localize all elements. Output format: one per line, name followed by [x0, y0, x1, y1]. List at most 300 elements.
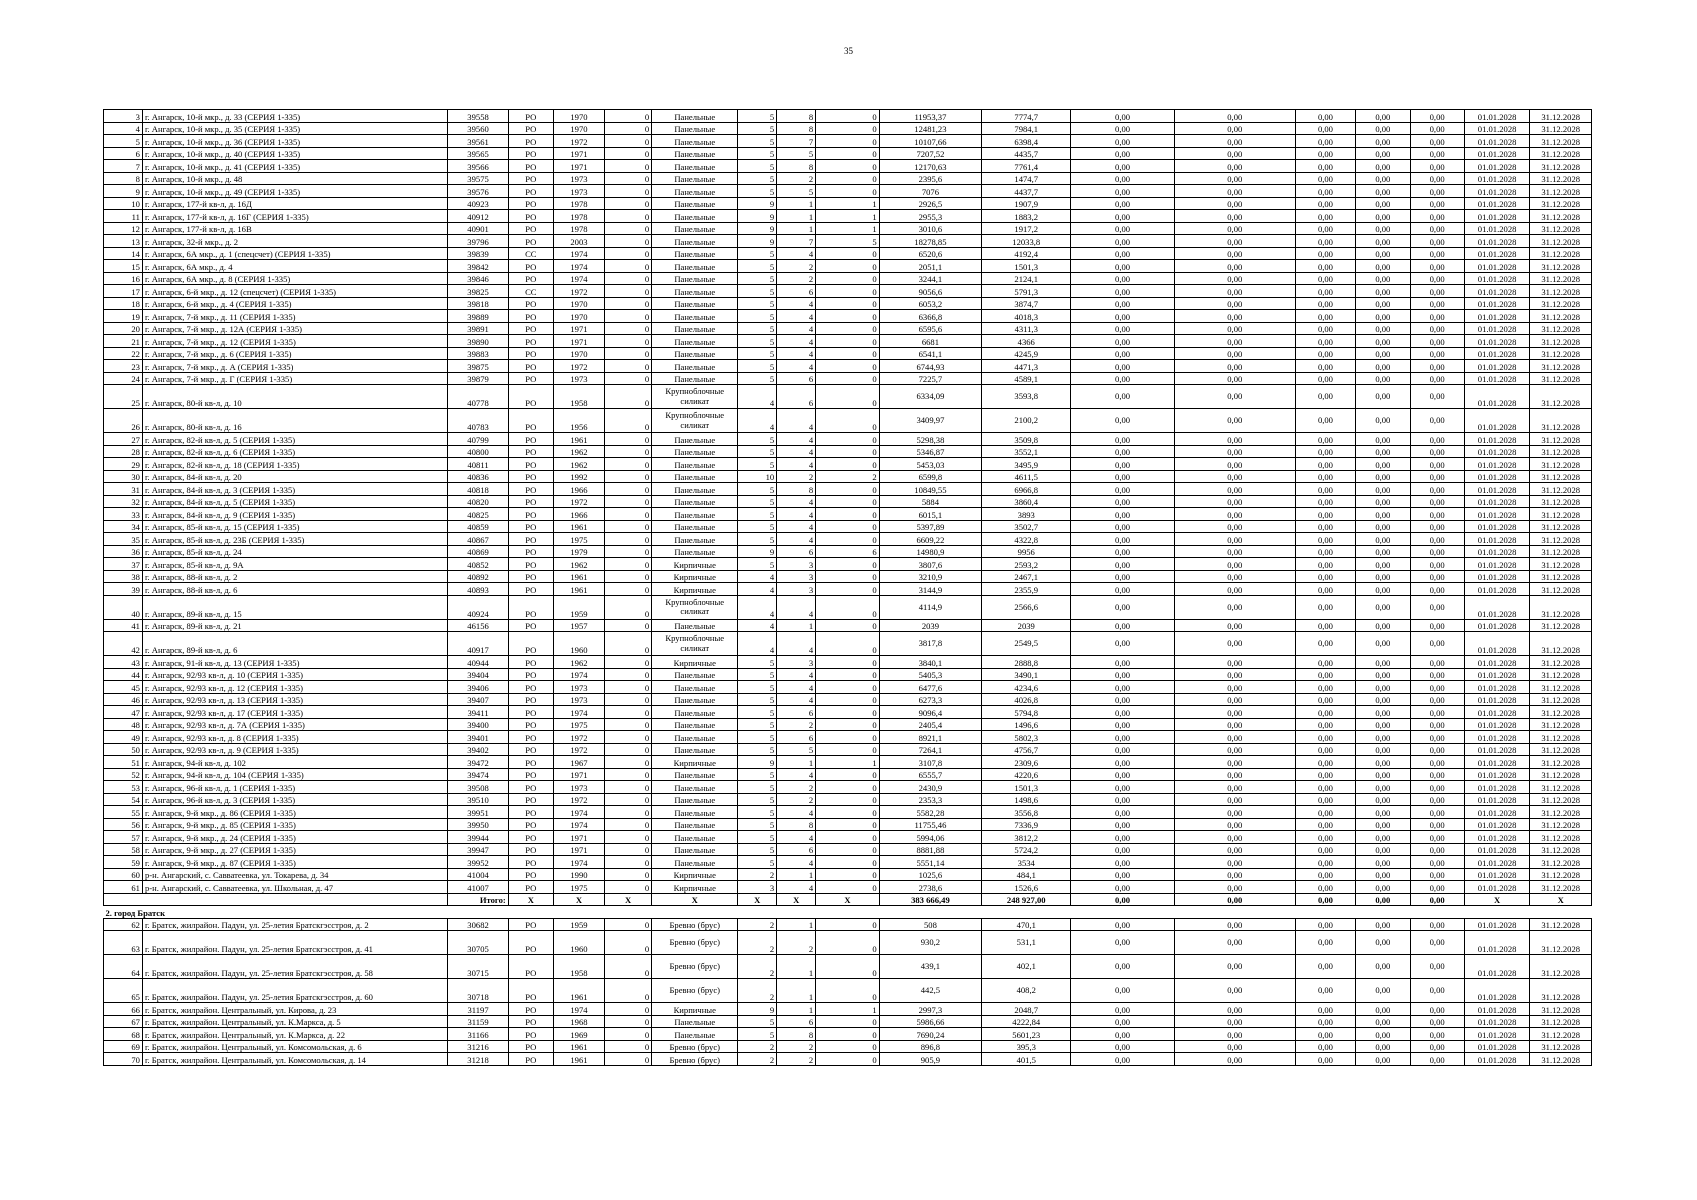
end-date: 31.12.2028	[1530, 693, 1592, 706]
start-date: 01.01.2028	[1464, 856, 1530, 869]
total-area: 7264,1	[879, 743, 981, 756]
start-date: 01.01.2028	[1464, 445, 1530, 458]
table-row	[104, 706, 1592, 719]
cost-5: 0,00	[1410, 310, 1464, 323]
floors: 5	[738, 768, 777, 781]
year-built: 1974	[553, 272, 604, 285]
floors: 5	[738, 122, 777, 135]
cost-2: 0,00	[1174, 545, 1295, 558]
total-area: 11953,37	[879, 110, 981, 123]
end-date: 31.12.2028	[1530, 122, 1592, 135]
cost-4: 0,00	[1356, 135, 1410, 148]
cost-2: 0,00	[1174, 1040, 1295, 1053]
elevators: 0	[816, 806, 880, 819]
floors: 5	[738, 806, 777, 819]
address: г. Ангарск, 9-й мкр., д. 24 (СЕРИЯ 1-335)	[142, 831, 447, 844]
wall-material: Кирпичные	[652, 1003, 738, 1016]
table-row	[104, 545, 1592, 558]
cost-1: 0,00	[1071, 768, 1175, 781]
table-row	[104, 731, 1592, 744]
cost-5: 0,00	[1410, 955, 1464, 979]
cost-4: 0,00	[1356, 272, 1410, 285]
year-built: 1969	[553, 1028, 604, 1041]
fund-type: РО	[508, 570, 553, 583]
start-date: 01.01.2028	[1464, 458, 1530, 471]
house-id: 40852	[448, 558, 508, 571]
table-row	[104, 260, 1592, 273]
year-built: 1971	[553, 160, 604, 173]
year-built: 1992	[553, 470, 604, 483]
row-number: 16	[104, 272, 143, 285]
total-area: 11755,46	[879, 818, 981, 831]
floors: 5	[738, 360, 777, 373]
year-overhaul: 0	[605, 1003, 652, 1016]
wall-material: Панельные	[652, 508, 738, 521]
address: г. Ангарск, 7-й мкр., д. А (СЕРИЯ 1-335)	[142, 360, 447, 373]
entrances: 4	[777, 360, 816, 373]
total-area: 7690,24	[879, 1028, 981, 1041]
start-date: 01.01.2028	[1464, 756, 1530, 769]
end-date: 31.12.2028	[1530, 595, 1592, 619]
house-id: 40944	[448, 656, 508, 669]
address: г. Братск, жилрайон. Центральный, ул. Комсомольская, д. 6	[142, 1040, 447, 1053]
row-number: 35	[104, 533, 143, 546]
cost-2: 0,00	[1174, 856, 1295, 869]
address: г. Ангарск, 82-й кв-л, д. 5 (СЕРИЯ 1-335)	[142, 433, 447, 446]
wall-material: Кирпичные	[652, 558, 738, 571]
table-row	[104, 297, 1592, 310]
address: г. Ангарск, 85-й кв-л, д. 15 (СЕРИЯ 1-335)	[142, 520, 447, 533]
table-row	[104, 533, 1592, 546]
elevators: 0	[816, 1015, 880, 1028]
living-area: 2048,7	[982, 1003, 1071, 1016]
year-built: 1962	[553, 656, 604, 669]
address: г. Ангарск, 7-й мкр., д. 11 (СЕРИЯ 1-335)	[142, 310, 447, 323]
row-number: 5	[104, 135, 143, 148]
floors: 5	[738, 693, 777, 706]
house-id: 40867	[448, 533, 508, 546]
year-overhaul: 0	[605, 931, 652, 955]
living-area: 5791,3	[982, 285, 1071, 298]
floors: 5	[738, 856, 777, 869]
cost-4: 0,00	[1356, 495, 1410, 508]
fund-type: РО	[508, 781, 553, 794]
end-date: 31.12.2028	[1530, 210, 1592, 223]
cost-2: 0,00	[1174, 619, 1295, 632]
cost-5: 0,00	[1410, 285, 1464, 298]
end-date: 31.12.2028	[1530, 681, 1592, 694]
wall-material: Панельные	[652, 372, 738, 385]
total-area: 6681	[879, 335, 981, 348]
cost-5: 0,00	[1410, 508, 1464, 521]
row-number: 47	[104, 706, 143, 719]
elevators: 0	[816, 793, 880, 806]
house-id: 31197	[448, 1003, 508, 1016]
cost-2: 0,00	[1174, 458, 1295, 471]
cost-1: 0,00	[1071, 347, 1175, 360]
address: г. Ангарск, 82-й кв-л, д. 18 (СЕРИЯ 1-335)	[142, 458, 447, 471]
fund-type: РО	[508, 718, 553, 731]
cost-4: 0,00	[1356, 881, 1410, 894]
address: г. Братск, жилрайон. Падун, ул. 25-летия Братскгэсстроя, д. 41	[142, 931, 447, 955]
entrances: 3	[777, 583, 816, 596]
address: г. Ангарск, 7-й мкр., д. 6 (СЕРИЯ 1-335)	[142, 347, 447, 360]
fund-type: РО	[508, 110, 553, 123]
table-row	[104, 458, 1592, 471]
start-date: 01.01.2028	[1464, 693, 1530, 706]
cost-3: 0,00	[1295, 706, 1355, 719]
entrances: 4	[777, 768, 816, 781]
cost-3: 0,00	[1295, 881, 1355, 894]
row-number: 60	[104, 868, 143, 881]
house-id: 39890	[448, 335, 508, 348]
year-overhaul: 0	[605, 1053, 652, 1066]
cost-5: 0,00	[1410, 360, 1464, 373]
cost-2: 0,00	[1174, 235, 1295, 248]
cost-4: 0,00	[1356, 955, 1410, 979]
cost-2: 0,00	[1174, 285, 1295, 298]
address: г. Братск, жилрайон. Падун, ул. 25-летия Братскгэсстроя, д. 60	[142, 979, 447, 1003]
cost-4: 0,00	[1356, 110, 1410, 123]
start-date: 01.01.2028	[1464, 235, 1530, 248]
cost-1: 0,00	[1071, 272, 1175, 285]
total-area: 3210,9	[879, 570, 981, 583]
cost-4: 0,00	[1356, 385, 1410, 409]
elevators: 0	[816, 385, 880, 409]
fund-type: РО	[508, 768, 553, 781]
address: г. Ангарск, 7-й мкр., д. Г (СЕРИЯ 1-335)	[142, 372, 447, 385]
total-area: 5405,3	[879, 668, 981, 681]
house-id: 39842	[448, 260, 508, 273]
end-date: 31.12.2028	[1530, 843, 1592, 856]
section-title: 2. город Братск	[104, 906, 1592, 919]
total-area: 6744,93	[879, 360, 981, 373]
living-area: 395,3	[982, 1040, 1071, 1053]
end-date: 31.12.2028	[1530, 235, 1592, 248]
row-number: 50	[104, 743, 143, 756]
living-area: 2888,8	[982, 656, 1071, 669]
living-area: 4366	[982, 335, 1071, 348]
total-area: 2926,5	[879, 197, 981, 210]
elevators: 0	[816, 147, 880, 160]
end-date: 31.12.2028	[1530, 781, 1592, 794]
cost-3: 0,00	[1295, 135, 1355, 148]
cost-3: 0,00	[1295, 1015, 1355, 1028]
house-id: 40799	[448, 433, 508, 446]
floors: 5	[738, 681, 777, 694]
living-area: 5724,2	[982, 843, 1071, 856]
floors: 2	[738, 1040, 777, 1053]
cost-1: 0,00	[1071, 495, 1175, 508]
fund-type: РО	[508, 360, 553, 373]
cost-2: 0,00	[1174, 632, 1295, 656]
cost-4: 0,00	[1356, 235, 1410, 248]
floors: 5	[738, 135, 777, 148]
table-row	[104, 632, 1592, 656]
wall-material: Бревно (брус)	[652, 1040, 738, 1053]
year-built: 1971	[553, 831, 604, 844]
total-area: 3817,8	[879, 632, 981, 656]
table-row	[104, 1040, 1592, 1053]
elevators: 0	[816, 297, 880, 310]
address: г. Ангарск, 80-й кв-л, д. 10	[142, 385, 447, 409]
total-row	[104, 893, 1592, 906]
house-id: 40869	[448, 545, 508, 558]
wall-material: Панельные	[652, 781, 738, 794]
wall-material: Панельные	[652, 495, 738, 508]
cost-2: 0,00	[1174, 360, 1295, 373]
floors: 2	[738, 955, 777, 979]
cost-1: 0,00	[1071, 360, 1175, 373]
end-date: 31.12.2028	[1530, 793, 1592, 806]
start-date: 01.01.2028	[1464, 718, 1530, 731]
address: г. Ангарск, 9-й мкр., д. 86 (СЕРИЯ 1-335)	[142, 806, 447, 819]
entrances: 2	[777, 1053, 816, 1066]
row-number: 34	[104, 520, 143, 533]
year-overhaul: 0	[605, 1028, 652, 1041]
year-overhaul: 0	[605, 310, 652, 323]
address: г. Ангарск, 10-й мкр., д. 40 (СЕРИЯ 1-335)	[142, 147, 447, 160]
year-built: 1970	[553, 110, 604, 123]
table-row	[104, 247, 1592, 260]
start-date: 01.01.2028	[1464, 520, 1530, 533]
table-row	[104, 718, 1592, 731]
total-area: 3010,6	[879, 222, 981, 235]
wall-material: Бревно (брус)	[652, 979, 738, 1003]
table-row	[104, 831, 1592, 844]
wall-material: Панельные	[652, 335, 738, 348]
elevators: 0	[816, 931, 880, 955]
cost-1: 0,00	[1071, 483, 1175, 496]
cost-5: 0,00	[1410, 495, 1464, 508]
cost-5: 0,00	[1410, 322, 1464, 335]
elevators: 0	[816, 1053, 880, 1066]
entrances: 8	[777, 160, 816, 173]
cost-2: 0,00	[1174, 718, 1295, 731]
total-cell: X	[1464, 893, 1530, 906]
fund-type: РО	[508, 979, 553, 1003]
cost-2: 0,00	[1174, 768, 1295, 781]
entrances: 4	[777, 595, 816, 619]
end-date: 31.12.2028	[1530, 806, 1592, 819]
start-date: 01.01.2028	[1464, 706, 1530, 719]
total-area: 930,2	[879, 931, 981, 955]
cost-5: 0,00	[1410, 185, 1464, 198]
fund-type: РО	[508, 668, 553, 681]
year-built: 1958	[553, 955, 604, 979]
address: г. Ангарск, 89-й кв-л, д. 15	[142, 595, 447, 619]
end-date: 31.12.2028	[1530, 247, 1592, 260]
end-date: 31.12.2028	[1530, 918, 1592, 931]
wall-material: Кирпичные	[652, 583, 738, 596]
fund-type: РО	[508, 545, 553, 558]
living-area: 4322,8	[982, 533, 1071, 546]
cost-4: 0,00	[1356, 718, 1410, 731]
fund-type: РО	[508, 831, 553, 844]
total-area: 2039	[879, 619, 981, 632]
row-number: 67	[104, 1015, 143, 1028]
cost-2: 0,00	[1174, 693, 1295, 706]
start-date: 01.01.2028	[1464, 918, 1530, 931]
housing-registry-table	[103, 109, 1592, 1066]
row-number: 25	[104, 385, 143, 409]
year-built: 1968	[553, 1015, 604, 1028]
wall-material: Панельные	[652, 831, 738, 844]
living-area: 2593,2	[982, 558, 1071, 571]
table-row	[104, 147, 1592, 160]
cost-1: 0,00	[1071, 619, 1175, 632]
row-number: 22	[104, 347, 143, 360]
cost-5: 0,00	[1410, 347, 1464, 360]
elevators: 0	[816, 743, 880, 756]
elevators: 0	[816, 310, 880, 323]
total-cell: X	[1530, 893, 1592, 906]
entrances: 4	[777, 881, 816, 894]
entrances: 1	[777, 222, 816, 235]
table-row	[104, 768, 1592, 781]
year-built: 1975	[553, 533, 604, 546]
address: г. Ангарск, 177-й кв-л, д. 16В	[142, 222, 447, 235]
cost-2: 0,00	[1174, 322, 1295, 335]
cost-1: 0,00	[1071, 110, 1175, 123]
cost-1: 0,00	[1071, 385, 1175, 409]
house-id: 39400	[448, 718, 508, 731]
elevators: 0	[816, 768, 880, 781]
year-overhaul: 0	[605, 260, 652, 273]
total-cell: 0,00	[1356, 893, 1410, 906]
cost-2: 0,00	[1174, 310, 1295, 323]
cost-5: 0,00	[1410, 210, 1464, 223]
cost-4: 0,00	[1356, 931, 1410, 955]
house-id: 39406	[448, 681, 508, 694]
cost-5: 0,00	[1410, 160, 1464, 173]
living-area: 2549,5	[982, 632, 1071, 656]
wall-material: Панельные	[652, 247, 738, 260]
total-cell: X	[553, 893, 604, 906]
start-date: 01.01.2028	[1464, 806, 1530, 819]
cost-4: 0,00	[1356, 247, 1410, 260]
cost-5: 0,00	[1410, 197, 1464, 210]
row-number: 69	[104, 1040, 143, 1053]
wall-material: Панельные	[652, 520, 738, 533]
entrances: 2	[777, 781, 816, 794]
row-number: 41	[104, 619, 143, 632]
fund-type: РО	[508, 693, 553, 706]
year-built: 1970	[553, 297, 604, 310]
start-date: 01.01.2028	[1464, 372, 1530, 385]
total-area: 5397,89	[879, 520, 981, 533]
floors: 2	[738, 1053, 777, 1066]
elevators: 0	[816, 335, 880, 348]
year-overhaul: 0	[605, 495, 652, 508]
address: г. Ангарск, 177-й кв-л, д. 16Г (СЕРИЯ 1-335)	[142, 210, 447, 223]
table-row	[104, 931, 1592, 955]
end-date: 31.12.2028	[1530, 433, 1592, 446]
cost-4: 0,00	[1356, 160, 1410, 173]
cost-2: 0,00	[1174, 743, 1295, 756]
elevators: 0	[816, 558, 880, 571]
living-area: 4234,6	[982, 681, 1071, 694]
cost-1: 0,00	[1071, 706, 1175, 719]
start-date: 01.01.2028	[1464, 322, 1530, 335]
start-date: 01.01.2028	[1464, 558, 1530, 571]
cost-5: 0,00	[1410, 693, 1464, 706]
living-area: 6398,4	[982, 135, 1071, 148]
wall-material: Кирпичные	[652, 656, 738, 669]
end-date: 31.12.2028	[1530, 110, 1592, 123]
wall-material: Панельные	[652, 1028, 738, 1041]
house-id: 31218	[448, 1053, 508, 1066]
table-row	[104, 470, 1592, 483]
total-area: 6520,6	[879, 247, 981, 260]
cost-4: 0,00	[1356, 458, 1410, 471]
living-area: 7984,1	[982, 122, 1071, 135]
cost-1: 0,00	[1071, 247, 1175, 260]
cost-4: 0,00	[1356, 520, 1410, 533]
year-built: 1972	[553, 743, 604, 756]
fund-type: СС	[508, 285, 553, 298]
fund-type: РО	[508, 1053, 553, 1066]
table-row	[104, 668, 1592, 681]
total-area: 6595,6	[879, 322, 981, 335]
cost-2: 0,00	[1174, 558, 1295, 571]
address: г. Ангарск, 6-й мкр., д. 12 (спецсчет) (СЕРИЯ 1-335)	[142, 285, 447, 298]
living-area: 401,5	[982, 1053, 1071, 1066]
year-overhaul: 0	[605, 458, 652, 471]
fund-type: РО	[508, 931, 553, 955]
total-area: 9056,6	[879, 285, 981, 298]
cost-4: 0,00	[1356, 979, 1410, 1003]
total-area: 2405,4	[879, 718, 981, 731]
cost-5: 0,00	[1410, 1015, 1464, 1028]
fund-type: РО	[508, 806, 553, 819]
cost-3: 0,00	[1295, 222, 1355, 235]
cost-4: 0,00	[1356, 172, 1410, 185]
row-number: 51	[104, 756, 143, 769]
house-id: 39883	[448, 347, 508, 360]
row-number: 58	[104, 843, 143, 856]
entrances: 4	[777, 693, 816, 706]
elevators: 0	[816, 918, 880, 931]
cost-3: 0,00	[1295, 322, 1355, 335]
year-built: 1973	[553, 172, 604, 185]
fund-type: РО	[508, 583, 553, 596]
cost-4: 0,00	[1356, 768, 1410, 781]
start-date: 01.01.2028	[1464, 570, 1530, 583]
living-area: 7336,9	[982, 818, 1071, 831]
floors: 5	[738, 172, 777, 185]
cost-4: 0,00	[1356, 731, 1410, 744]
floors: 5	[738, 458, 777, 471]
table-row	[104, 372, 1592, 385]
house-id: 30718	[448, 979, 508, 1003]
start-date: 01.01.2028	[1464, 583, 1530, 596]
cost-3: 0,00	[1295, 558, 1355, 571]
address: г. Ангарск, 94-й кв-л, д. 102	[142, 756, 447, 769]
end-date: 31.12.2028	[1530, 272, 1592, 285]
living-area: 1526,6	[982, 881, 1071, 894]
row-number: 42	[104, 632, 143, 656]
house-id: 40917	[448, 632, 508, 656]
house-id: 41004	[448, 868, 508, 881]
wall-material: Крупноблочные силикат	[652, 409, 738, 433]
entrances: 3	[777, 570, 816, 583]
cost-1: 0,00	[1071, 1003, 1175, 1016]
wall-material: Панельные	[652, 172, 738, 185]
year-overhaul: 0	[605, 285, 652, 298]
cost-2: 0,00	[1174, 595, 1295, 619]
floors: 9	[738, 545, 777, 558]
